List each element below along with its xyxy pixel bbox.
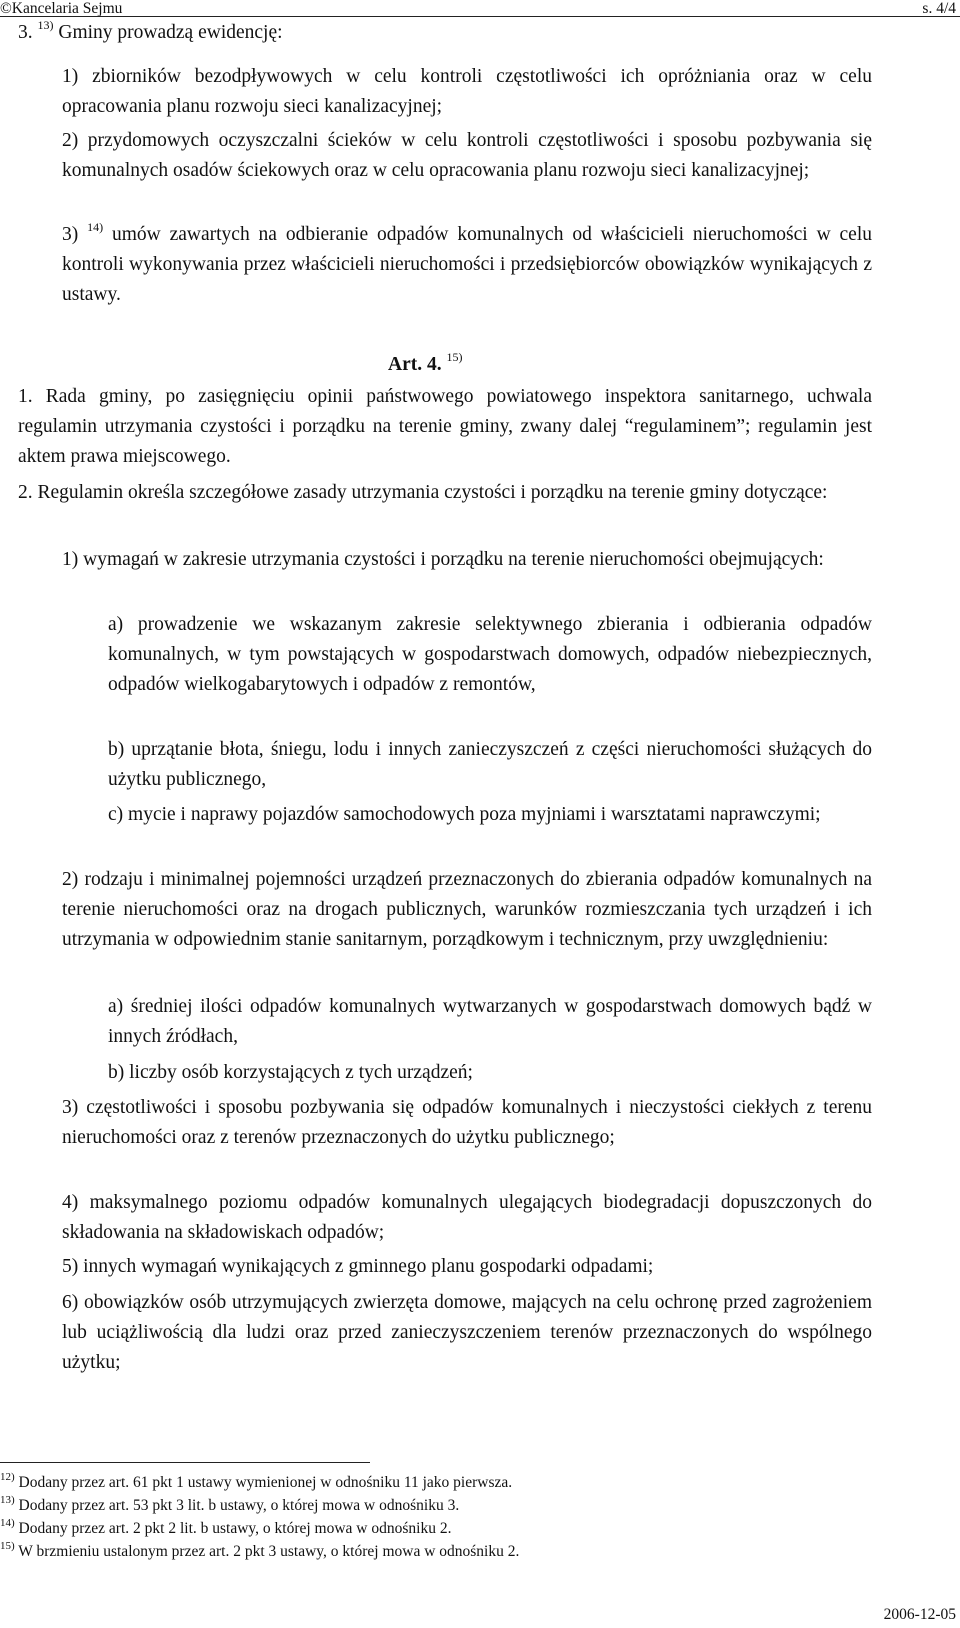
footnote-rule — [0, 1462, 370, 1463]
list-item-1c: c) mycie i naprawy pojazdów samochodowych poza myjniami i warsztatami naprawczymi; — [108, 804, 821, 825]
paragraph-1: 1. Rada gminy, po zasięgnięciu opinii państwowego powiatowego inspektora sanitarnego, uchwala regulamin utrzymania czystości i porządku na terenie gminy, zwany dalej “regulaminem”; regulamin jest aktem prawa miejscowego. — [18, 386, 872, 467]
footnote: $^{12)}$ Dodany przez art. 61 pkt 1 ustawy wymienionej w odnośniku 11 jako pierwsza. — [0, 1471, 513, 1491]
list-item-1a: a) prowadzenie we wskazanym zakresie selektywnego zbierania i odbierania odpadów komunalnych, w tym powstających w gospodarstwach domowych, odpadów niebezpiecznych, odpadów wielkogabarytowych i odpadów z remontów, — [108, 614, 872, 695]
list-item-2a: a) średniej ilości odpadów komunalnych wytwarzanych w gospodarstwach domowych bądź w innych źródłach, — [108, 996, 872, 1047]
page-header — [0, 0, 960, 18]
list-item-6: 6) obowiązków osób utrzymujących zwierzęta domowe, mających na celu ochronę przed zagrożeniem lub uciążliwością dla ludzi oraz przed zanieczyszczeniem terenów przeznaczonych do wspólnego użytku; — [62, 1292, 872, 1373]
list-item-3: 3) częstotliwości i sposobu pozbywania się odpadów komunalnych i nieczystości ciekłych z terenu nieruchomości oraz z terenów przeznaczonych do użytku publicznego; — [62, 1097, 872, 1148]
list-item-2b: b) liczby osób korzystających z tych urządzeń; — [108, 1062, 473, 1083]
header-rule — [0, 16, 960, 17]
footnote: $^{15)}$ W brzmieniu ustalonym przez art. 2 pkt 3 ustawy, o której mowa w odnośniku 2. — [0, 1540, 520, 1560]
paragraph-2: 2. Regulamin określa szczegółowe zasady utrzymania czystości i porządku na terenie gminy dotyczące: — [18, 482, 828, 503]
list-item-3-3: 3) $^{14)}$ umów zawartych na odbieranie odpadów komunalnych od właścicieli nieruchomości w celu kontroli wykonywania przez właścicieli nieruchomości i przedsiębiorców obowiązków wynikających z ustawy. — [62, 220, 872, 305]
page-number: s. 4/4 — [922, 0, 956, 17]
list-item-2: 2) rodzaju i minimalnej pojemności urządzeń przeznaczonych do zbierania odpadów komunalnych na terenie nieruchomości oraz na drogach publicznych, warunków rozmieszczania tych urządzeń i ich utrzymania w odpowiednim stanie sanitarnym, porządkowym i technicznym, przy uwzględnieniu: — [62, 869, 872, 950]
footnote: $^{14)}$ Dodany przez art. 2 pkt 2 lit. b ustawy, o której mowa w odnośniku 2. — [0, 1517, 452, 1537]
footnote: $^{13)}$ Dodany przez art. 53 pkt 3 lit. b ustawy, o której mowa w odnośniku 3. — [0, 1494, 460, 1514]
footnote-ref: 13) — [37, 18, 54, 32]
list-item-3-2: 2) przydomowych oczyszczalni ścieków w celu kontroli częstotliwości i sposobu pozbywania się komunalnych osadów ściekowych oraz w celu opracowania planu rozwoju sieci kanalizacyjnej; — [62, 130, 872, 181]
article-title: Art. 4. $^{15)}$ — [388, 350, 463, 375]
footnote-ref: 15) — [446, 350, 463, 364]
document-date: 2006-12-05 — [883, 1606, 956, 1623]
footnote-ref: 14) — [87, 220, 104, 234]
section-3-heading: 3. $^{13)}$ Gminy prowadzą ewidencję: — [18, 18, 283, 43]
list-item-3-1: 1) zbiorników bezodpływowych w celu kontroli częstotliwości ich opróżniania oraz w celu opracowania planu rozwoju sieci kanalizacyjnej; — [62, 66, 872, 117]
list-item-1b: b) uprzątanie błota, śniegu, lodu i innych zanieczyszczeń z części nieruchomości służących do użytku publicznego, — [108, 739, 872, 790]
list-item-5: 5) innych wymagań wynikających z gminnego planu gospodarki odpadami; — [62, 1256, 654, 1277]
list-item-4: 4) maksymalnego poziomu odpadów komunalnych ulegających biodegradacji dopuszczonych do składowania na składowiskach odpadów; — [62, 1192, 872, 1243]
header-source: ©Kancelaria Sejmu — [0, 0, 123, 17]
list-item-1: 1) wymagań w zakresie utrzymania czystości i porządku na terenie nieruchomości obejmujących: — [62, 549, 824, 570]
